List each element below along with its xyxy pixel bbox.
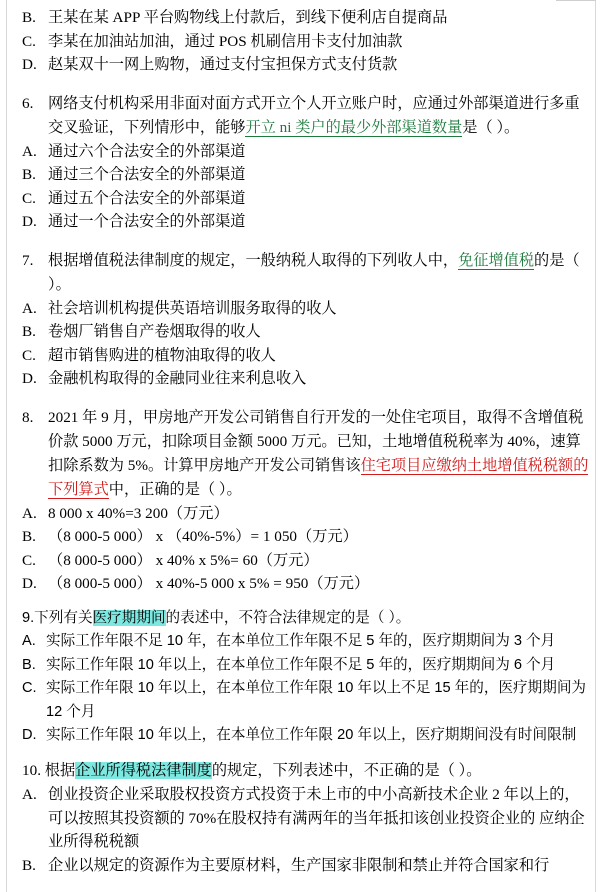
option-row [22, 6, 590, 30]
option-text: 通过五个合法安全的外部渠道 [48, 189, 246, 207]
question-stem [22, 406, 590, 502]
stem-highlight: 免征增值税 [458, 251, 534, 269]
option-label: B. [22, 323, 36, 340]
page-edge-top-right [556, 0, 596, 1]
option-row [22, 724, 590, 748]
option-row [22, 677, 590, 724]
option-text: 实际工作年限 10 年以上，在本单位工作年限 10 年以上不足 15 年的，医疗期期间为 12 个月 [46, 680, 587, 720]
option-row [22, 783, 590, 854]
option-row [22, 549, 590, 573]
option-row [22, 187, 590, 211]
option-text: 实际工作年限不足 10 年，在本单位工作年限不足 5 年的，医疗期期间为 3 个月 [46, 633, 556, 650]
option-label: D. [22, 213, 37, 230]
option-row [22, 525, 590, 549]
option-text: 通过一个合法安全的外部渠道 [48, 213, 246, 230]
option-label: B. [22, 856, 36, 874]
option-row [22, 163, 590, 187]
option-label: C. [22, 551, 36, 569]
stem-part: 的规定，下列表述中，不正确的是（ ）。 [211, 762, 482, 780]
option-text: 赵某双十一网上购物，通过支付宝担保方式支付货款 [48, 56, 398, 73]
option-row [22, 53, 590, 77]
question-stem [22, 249, 590, 297]
question-stem [22, 92, 590, 140]
question-8 [22, 406, 590, 596]
stem-part: 网络支付机构采用非面对面方式开立个人开立账户时，应通过外部渠道进行多重交叉验证，下列情形中，能够 [48, 94, 580, 136]
question-9 [22, 607, 590, 749]
option-label: C. [22, 680, 37, 697]
question-10 [22, 759, 590, 877]
question-stem [22, 759, 590, 783]
question-number: 7. [22, 251, 34, 269]
stem-highlight: 医疗期期间 [92, 609, 166, 626]
option-label: B. [22, 9, 36, 26]
option-text: 通过六个合法安全的外部渠道 [48, 142, 246, 160]
option-row [22, 854, 590, 878]
stem-highlight: 企业所得税法律制度 [75, 762, 212, 780]
option-row [22, 502, 590, 526]
option-row [22, 210, 590, 234]
option-row [22, 320, 590, 344]
option-label: A. [22, 633, 36, 650]
option-text: 企业以规定的资源作为主要原材料，生产国家非限制和禁止并符合国家和行 [48, 856, 550, 874]
option-text: 超市销售购进的植物油取得的收人 [48, 346, 276, 364]
option-label: B. [22, 656, 36, 673]
stem-part: 中，正确的是（ ）。 [108, 480, 242, 498]
option-text: 王某在某 APP 平台购物线上付款后，到线下便利店自提商品 [48, 9, 448, 26]
question-number: 9. [22, 609, 35, 626]
option-label: D. [22, 575, 37, 592]
option-label: A. [22, 504, 37, 522]
question-number: 8. [22, 408, 34, 426]
option-row [22, 140, 590, 164]
stem-part: 根据增值税法律制度的规定，一般纳税人取得的下列收人中， [48, 251, 459, 269]
option-text: （8 000-5 000） x 40% x 5%= 60（万元） [48, 551, 319, 569]
option-label: B. [22, 166, 36, 183]
option-row [22, 654, 590, 678]
question-number: 10. [22, 762, 41, 780]
option-text: （8 000-5 000） x 40%-5 000 x 5% = 950（万元） [48, 575, 370, 592]
option-row [22, 30, 590, 54]
option-label: A. [22, 142, 37, 160]
stem-part: 2021 年 9 月，甲房地产开发公司销售自行开发的一处住宅项目，取得不含增值税价款 5000 万元，扣除项目金额 5000 万元。已知，土地增值税税率为 40%，速算扣除系数为 5%。计算甲房地产开发公司销售该 [48, 408, 584, 474]
stem-highlight: 开立 ni 类户的最少外部渠道数量 [245, 118, 463, 136]
stem-highlight: 住宅项目应缴纳土地增值税税额的下列算式 [48, 456, 589, 498]
option-text: 实际工作年限 10 年以上，在本单位工作年限不足 5 年的，医疗期期间为 6 个月 [46, 656, 556, 673]
option-text: 李某在加油站加油，通过 POS 机刷信用卡支付加油款 [48, 32, 403, 50]
option-label: C. [22, 189, 36, 207]
question-stem [22, 607, 590, 631]
stem-part: 根据 [44, 762, 76, 780]
option-text: 创业投资企业采取股权投资方式投资于未上市的中小高新技术企业 2 年以上的，可以按照其投资额的 70%在股权持有满两年的当年抵扣该创业投资企业的 应纳企业所得税税额 [48, 786, 585, 851]
option-row [22, 367, 590, 391]
page-edge-left [6, 0, 7, 892]
option-text: 卷烟厂销售自产卷烟取得的收人 [48, 323, 261, 340]
option-text: 8 000 x 40%=3 200（万元） [48, 504, 229, 522]
stem-part: 下列有关 [34, 609, 93, 626]
carryover-options [22, 6, 590, 77]
question-6 [22, 92, 590, 234]
stem-part: 的是（ ）。 [48, 251, 580, 293]
option-text: 金融机构取得的金融同业往来利息收入 [48, 370, 307, 387]
option-text: 通过三个合法安全的外部渠道 [48, 166, 246, 183]
option-text: 社会培训机构提供英语培训服务取得的收人 [48, 299, 337, 317]
option-label: C. [22, 32, 36, 50]
option-label: A. [22, 786, 37, 804]
option-text: 实际工作年限 10 年以上，在本单位工作年限 20 年以上，医疗期期间没有时间限制 [46, 727, 577, 744]
option-label: D. [22, 727, 37, 744]
option-row [22, 344, 590, 368]
option-row [22, 297, 590, 321]
option-row [22, 630, 590, 654]
option-label: D. [22, 370, 37, 387]
question-number: 6. [22, 94, 34, 112]
stem-part: 的表述中，不符合法律规定的是（ ）。 [165, 609, 411, 626]
option-label: A. [22, 299, 37, 317]
question-7 [22, 249, 590, 391]
option-label: C. [22, 346, 36, 364]
page-edge-right [595, 0, 596, 892]
option-row [22, 572, 590, 596]
option-text: （8 000-5 000） x （40%-5%）= 1 050（万元） [48, 528, 358, 545]
option-label: B. [22, 528, 36, 545]
stem-part: 是（ ）。 [462, 118, 520, 136]
option-label: D. [22, 56, 37, 73]
